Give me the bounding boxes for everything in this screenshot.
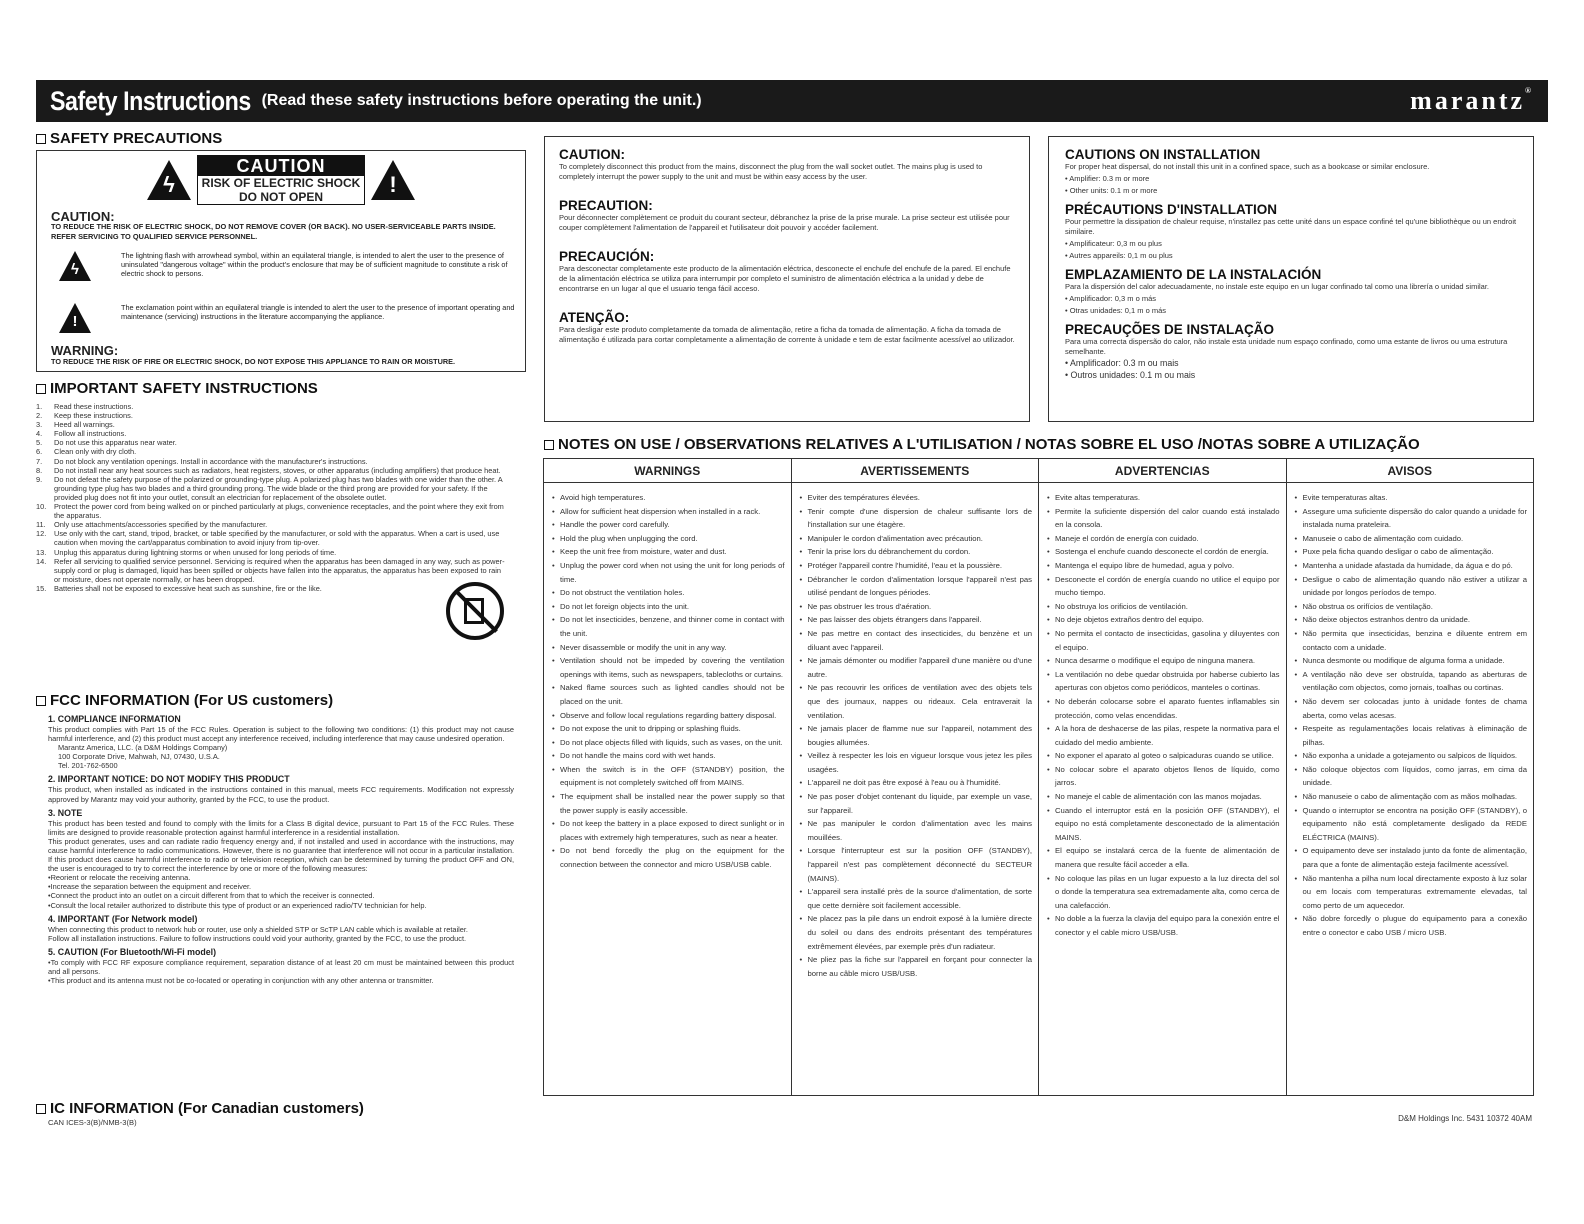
lightning-flash-text: The lightning flash with arrowhead symbol, within an equilateral triangle, is intended to alert the user to the presence of uninsulated "dangerous voltage" within the product's enclosure that may be of sufficient magnitude to constitute a risk of electric shock to persons. [121,251,508,278]
note-item: • Não coloque objectos com líquidos, como jarras, em cima da unidade. [1295,763,1528,790]
es-install-b1: • Amplificador: 0,3 m o más [1065,294,1156,303]
note-item: • Não exponha a unidade a gotejamento ou salpicos de líquidos. [1295,749,1528,763]
instruction-item [36,447,506,456]
note-item: • Do not handle the mains cord with wet hands. [552,749,785,763]
note-item: • Avoid high temperatures. [552,491,785,505]
mid-precaucion-text: Para desconectar completamente este producto de la alimentación eléctrica, desconecte el enchufe del enchufe de la pared. El enchufe de la alimentación eléctrica se utiliza para interrumpir por completo el suministro de alimentación eléctrica a la unidad y debe de encontrarse en un lugar al que el usuario tenga fácil acceso. [559,264,1011,293]
note-item: • Não mantenha a pilha num local directamente exposto à luz solar ou em locais com temperaturas extremamente elevadas, tal como perto de um aquecedor. [1295,872,1528,913]
note-item: • A la hora de deshacerse de las pilas, respete la normativa para el cuidado del medio ambiente. [1047,722,1280,749]
notes-column-avertissements [791,459,1039,1095]
note-item: • Do not keep the battery in a place exposed to direct sunlight or in places with extremely high temperatures, such as near a heater. [552,817,785,844]
note-item: • Eviter des températures élevées. [800,491,1033,505]
fr-install-text: Pour permettre la dissipation de chaleur requise, n'installez pas cette unité dans un espace confiné tel qu'une bibliothèque ou un endroit similaire. [1065,217,1517,236]
note-item: • Não deixe objectos estranhos dentro da unidade. [1295,613,1528,627]
fr-install-title: PRÉCAUTIONS D'INSTALLATION [1065,202,1277,217]
fcc-s3-b3: •Connect the product into an outlet on a circuit different from that to which the receiver is connected. [48,891,375,901]
exclamation-warning-icon: ! [371,160,415,200]
note-item: • Ne pas mettre en contact des insecticides, du benzène et un diluant avec l'appareil. [800,627,1033,654]
instruction-item [36,429,506,438]
instruction-text: Heed all warnings. [54,420,115,430]
note-item: • Maneje el cordón de energía con cuidado. [1047,532,1280,546]
note-item: • El equipo se instalará cerca de la fuente de alimentación de manera que resulte fácil acceder a ella. [1047,844,1280,871]
note-item: • No coloque las pilas en un lugar expuesto a la luz directa del sol o donde la temperatura sea extremadamente alta, como cerca de una calefacción. [1047,872,1280,913]
instruction-item [36,584,506,593]
checkbox-icon [36,1104,46,1114]
instruction-text: Use only with the cart, stand, tripod, bracket, or table specified by the manufacturer, or sold with the apparatus. When a cart is used, use caution when moving the cart/apparatus combination to avoid injury from tip-over. [54,529,500,548]
instruction-number: 11. [36,520,46,530]
fcc-section [36,710,514,985]
note-item: • O equipamento deve ser instalado junto da fonte de alimentação, para que a fonte de alimentação esteja facilmente acessível. [1295,844,1528,871]
instruction-item [36,520,506,529]
fcc-s3-text2: This product generates, uses and can radiate radio frequency energy and, if not installed and used in accordance with the instructions, may cause harmful interference to radio communications. However, there is no guarantee that interference will not occur in a particular installation. If this product does cause harmful interference to radio or television reception, which can be determined by turning the product OFF and ON, the user is encouraged to try to correct the interference by one or more of the following measures: [48,836,514,874]
caution-title: CAUTION: [51,209,115,224]
note-item: • Não manuseie o cabo de alimentação com as mãos molhadas. [1295,790,1528,804]
instruction-number: 14. [36,556,47,566]
mid-atencao-title: ATENÇÃO: [559,310,630,325]
instruction-text: Do not block any ventilation openings. Install in accordance with the manufacturer's instructions. [54,456,368,466]
note-item: • Mantenha a unidade afastada da humidade, da água e do pó. [1295,559,1528,573]
instruction-item [36,557,506,584]
instruction-item [36,502,506,520]
note-item: • No doble a la fuerza la clavija del equipo para la conexión entre el conector y el cable micro USB/USB. [1047,912,1280,939]
notes-list [1039,483,1286,940]
pt-install-b2: • Outros unidades: 0.1 m ou mais [1065,370,1196,380]
notes-column-advertencias [1038,459,1286,1095]
instruction-text: Unplug this apparatus during lightning storms or when unused for long periods of time. [54,547,337,557]
notes-column-warnings [544,459,791,1095]
fcc-s1-title: 1. COMPLIANCE INFORMATION [48,714,181,724]
note-item: • L'appareil sera installé près de la source d'alimentation, de sorte que cette dernière soit facilement accessible. [800,885,1033,912]
note-item: • No deberán colocarse sobre el aparato fuentes inflamables sin protección, como velas encendidas. [1047,695,1280,722]
note-item: • Não obstrua os orifícios de ventilação. [1295,600,1528,614]
installation-box [1048,136,1534,422]
note-item: • Ne jamais démonter ou modifier l'appareil d'une manière ou d'une autre. [800,654,1033,681]
note-item: • Débrancher le cordon d'alimentation lorsque l'appareil n'est pas utilisé pendant de longues périodes. [800,573,1033,600]
instruction-number: 8. [36,465,43,475]
instruction-number: 5. [36,438,43,448]
pt-install-text: Para uma correcta dispersão do calor, não instale esta unidade num espaço confinado, como uma estante de livros ou uma estrutura semelhante. [1065,337,1508,356]
instruction-item [36,548,506,557]
instruction-text: Read these instructions. [54,402,134,411]
note-item: • Tenir compte d'une dispersion de chaleur suffisante lors de l'installation sur une étagère. [800,505,1033,532]
note-item: • Do not bend forcedly the plug on the equipment for the connection between the connector and micro USB/USB cable. [552,844,785,871]
note-item: • Ne pas poser d'objet contenant du liquide, par exemple un vase, sur l'appareil. [800,790,1033,817]
note-item: • Assegure uma suficiente dispersão do calor quando a unidade for instalada numa prateleira. [1295,505,1528,532]
note-item: • Quando o interruptor se encontra na posição OFF (STANDBY), o equipamento não está completamente desligado da REDE ELÉCTRICA (MAINS). [1295,804,1528,845]
instruction-item [36,466,506,475]
notes-column-avisos [1286,459,1534,1095]
instruction-item [36,457,506,466]
fr-install-b2: • Autres appareils: 0,1 m ou plus [1065,251,1173,260]
note-item: • Cuando el interruptor está en la posición OFF (STANDBY), el equipo no está completamente desconectado de la alimentación MAINS. [1047,804,1280,845]
note-item: • Do not place objects filled with liquids, such as vases, on the unit. [552,736,785,750]
fcc-s3-title: 3. NOTE [48,807,83,818]
lightning-flash-icon: ϟ [59,251,91,281]
note-item: • No obstruya los orificios de ventilación. [1047,600,1280,614]
note-item: • When the switch is in the OFF (STANDBY) position, the equipment is not completely switched off from MAINS. [552,763,785,790]
note-item: • Respeite as regulamentações locais relativas à eliminação de pilhas. [1295,722,1528,749]
en-install-b1: • Amplifier: 0.3 m or more [1065,174,1150,183]
power-caution-box [544,136,1030,422]
note-item: • Evite altas temperaturas. [1047,491,1280,505]
fcc-s3-b2: •Increase the separation between the equipment and receiver. [48,882,252,892]
instruction-item [36,402,506,411]
instruction-text: Only use attachments/accessories specified by the manufacturer. [54,520,268,530]
en-install-text: For proper heat dispersal, do not install this unit in a confined space, such as a bookcase or similar enclosure. [1065,162,1430,171]
note-item: • Desconecte el cordón de energía cuando no utilice el equipo por mucho tiempo. [1047,573,1280,600]
note-item: • Puxe pela ficha quando desligar o cabo de alimentação. [1295,545,1528,559]
en-install-b2: • Other units: 0.1 m or more [1065,186,1158,195]
notes-column-header: AVERTISSEMENTS [792,459,1039,483]
fcc-addr2: 100 Corporate Drive, Mahwah, NJ, 07430, U.S.A. [58,752,220,762]
notes-column-header: WARNINGS [544,459,791,483]
fcc-s5-title: 5. CAUTION (For Bluetooth/Wi-Fi model) [48,946,217,957]
instruction-number: 15. [36,583,47,593]
en-install-title: CAUTIONS ON INSTALLATION [1065,147,1261,162]
mid-caution-title: CAUTION: [559,147,625,162]
note-item: • Protéger l'appareil contre l'humidité, l'eau et la poussière. [800,559,1033,573]
lightning-flash-row [51,251,517,281]
note-item: • Ne pas recouvrir les orifices de ventilation avec des objets tels que des journaux, nappes ou rideaux. Cela entraverait la ventilation. [800,681,1033,722]
fcc-s5-b2: •This product and its antenna must not be co-located or operating in conjunction with any other antenna or transmitter. [48,975,434,985]
note-item: • Do not let foreign objects into the unit. [552,600,785,614]
fcc-heading [36,692,333,709]
instruction-text: Keep these instructions. [54,411,133,421]
note-item: • Do not obstruct the ventilation holes. [552,586,785,600]
note-item: • Do not expose the unit to dripping or splashing fluids. [552,722,785,736]
lightning-warning-icon: ϟ [147,160,191,200]
fcc-s2-text: This product, when installed as indicated in the instructions contained in this manual, meets FCC requirements. Modification not expressly approved by Marantz may void your authority, granted by the FCC, to use the product. [48,785,514,804]
note-item: • Ne pas obstruer les trous d'aération. [800,600,1033,614]
note-item: • La ventilación no debe quedar obstruida por haberse cubierto las aperturas con objetos como periódicos, manteles o cortinas. [1047,668,1280,695]
header-bar [36,80,1548,122]
page-title: Safety Instructions [50,85,251,116]
note-item: • Do not let insecticides, benzene, and thinner come in contact with the unit. [552,613,785,640]
note-item: • Manuseie o cabo de alimentação com cuidado. [1295,532,1528,546]
brand-name: marantz [1410,86,1526,115]
notes-heading-label: NOTES ON USE / OBSERVATIONS RELATIVES A L'UTILISATION / NOTAS SOBRE EL USO /NOTAS SOBRE A UTILIZAÇÃO [558,436,1420,453]
important-heading [36,380,318,397]
checkbox-icon [36,134,46,144]
caution-text: TO REDUCE THE RISK OF ELECTRIC SHOCK, DO NOT REMOVE COVER (OR BACK). NO USER-SERVICEABLE PARTS INSIDE. REFER SERVICING TO QUALIFIED SERVICE PERSONNEL. [51,222,496,241]
instruction-number: 9. [36,474,43,484]
note-item: • Handle the power cord carefully. [552,518,785,532]
note-item: • No deje objetos extraños dentro del equipo. [1047,613,1280,627]
instruction-number: 7. [36,456,43,466]
note-item: • Naked flame sources such as lighted candles should not be placed on the unit. [552,681,785,708]
note-item: • No colocar sobre el aparato objetos llenos de líquido, como jarros. [1047,763,1280,790]
instruction-number: 3. [36,420,43,430]
note-item: • Lorsque l'interrupteur est sur la position OFF (STANDBY), l'appareil n'est pas complètement déconnecté du SECTEUR (MAINS). [800,844,1033,885]
checkbox-icon [36,696,46,706]
note-item: • Permite la suficiente dispersión del calor cuando está instalado en la consola. [1047,505,1280,532]
exclamation-row [51,303,517,333]
instruction-number: 6. [36,447,43,457]
note-item: • Desligue o cabo de alimentação quando não estiver a utilizar a unidade por longos períodos de tempo. [1295,573,1528,600]
caution-label-bottom: DO NOT OPEN [238,190,323,204]
note-item: • Observe and follow local regulations regarding battery disposal. [552,709,785,723]
mid-precaucion-title: PRECAUCIÓN: [559,249,655,264]
note-item: • Mantenga el equipo libre de humedad, agua y polvo. [1047,559,1280,573]
note-item: • Não permita que insecticidas, benzina e diluente entrem em contacto com a unidade. [1295,627,1528,654]
note-item: • A ventilação não deve ser obstruída, tapando as aberturas de ventilação com objectos, como jornais, toalhas ou cortinas. [1295,668,1528,695]
instruction-item [36,438,506,447]
note-item: • Não dobre forcedly o plugue do equipamento para a conexão entre o conector e cabo USB / micro USB. [1295,912,1528,939]
es-install-b2: • Otras unidades: 0,1 m o más [1065,306,1167,315]
instruction-number: 10. [36,502,47,512]
instruction-item [36,475,506,502]
note-item: • Allow for sufficient heat dispersion when installed in a rack. [552,505,785,519]
fcc-s4-text1: When connecting this product to network hub or router, use only a shielded STP or ScTP LAN cable which is available at retailer. [48,924,468,934]
note-item: • Ne pas laisser des objets étrangers dans l'appareil. [800,613,1033,627]
note-item: • Nunca desarme o modifique el equipo de ninguna manera. [1047,654,1280,668]
important-list [36,402,506,593]
note-item: • No maneje el cable de alimentación con las manos mojadas. [1047,790,1280,804]
caution-box [36,150,526,372]
warning-title: WARNING: [51,343,119,358]
fcc-s1-text: This product complies with Part 15 of the FCC Rules. Operation is subject to the following two conditions: (1) this product may not cause harmful interference, and (2) this product must accept any interference received, including interference that may cause undesired operation. [48,725,514,744]
instruction-text: Do not defeat the safety purpose of the polarized or grounding-type plug. A polarized plug has two blades with one wider than the other. A grounding type plug has two blades and a third grounding prong. The wide blade or the third prong are provided for your safety. If the provided plug does not fit into your outlet, consult an electrician for replacement of the obsolete outlet. [54,474,503,502]
instruction-text: Clean only with dry cloth. [54,447,137,457]
instruction-number: 12. [36,529,47,539]
checkbox-icon [544,440,554,450]
instruction-item [36,420,506,429]
note-item: • Nunca desmonte ou modifique de alguma forma a unidade. [1295,654,1528,668]
caution-label-row [37,155,525,205]
instruction-item [36,529,506,547]
pt-install-title: PRECAUÇÕES DE INSTALAÇÃO [1065,322,1275,337]
note-item: • Ne jamais placer de flamme nue sur l'appareil, notamment des bougies allumées. [800,722,1033,749]
ic-heading-label: IC INFORMATION (For Canadian customers) [50,1100,364,1117]
pt-install-b1: • Amplificador: 0.3 m ou mais [1065,358,1179,368]
safety-precautions-heading-label: SAFETY PRECAUTIONS [50,130,223,147]
mid-precaution-text: Pour déconnecter complètement ce produit du courant secteur, débranchez la prise de la prise murale. La prise secteur est utilisée pour couper complètement l'alimentation de l'appareil et l'utilisateur doit pouvoir y accéder facilement. [559,213,1010,232]
note-item: • Manipuler le cordon d'alimentation avec précaution. [800,532,1033,546]
mid-atencao-text: Para desligar este produto completamente da tomada de alimentação, retire a ficha da tomada de alimentação. A ficha da tomada de alimentação é utilizada para cortar completamente a alimentação de corrente à unidade e tem de estar facilmente acessível ao utilizador. [559,325,1015,344]
instruction-item [36,411,506,420]
fcc-s4-title: 4. IMPORTANT (For Network model) [48,913,198,924]
fcc-s3-text1: This product has been tested and found to comply with the limits for a Class B digital device, pursuant to Part 15 of the FCC Rules. These limits are designed to provide reasonable protection against harmful interference in a residential installation. [48,818,514,837]
important-heading-label: IMPORTANT SAFETY INSTRUCTIONS [50,380,318,397]
fr-install-b1: • Amplificateur: 0,3 m ou plus [1065,239,1162,248]
note-item: • L'appareil ne doit pas être exposé à l'eau ou à l'humidité. [800,776,1033,790]
notes-heading [544,436,1420,453]
fcc-s2-title: 2. IMPORTANT NOTICE: DO NOT MODIFY THIS PRODUCT [48,774,290,785]
note-item: • The equipment shall be installed near the power supply so that the power supply is easily accessible. [552,790,785,817]
note-item: • Ne pliez pas la fiche sur l'appareil en forçant pour connecter la borne au câble micro USB/USB. [800,953,1033,980]
note-item: • Evite temperaturas altas. [1295,491,1528,505]
instruction-text: Do not use this apparatus near water. [54,438,177,448]
es-install-title: EMPLAZAMIENTO DE LA INSTALACIÓN [1065,267,1322,282]
note-item: • Unplug the power cord when not using the unit for long periods of time. [552,559,785,586]
note-item: • Veillez à respecter les lois en vigueur lorsque vous jetez les piles usagées. [800,749,1033,776]
warning-text: TO REDUCE THE RISK OF FIRE OR ELECTRIC SHOCK, DO NOT EXPOSE THIS APPLIANCE TO RAIN OR MOISTURE. [51,357,456,366]
brand-logo: marantz® [1410,86,1534,115]
notes-list [1287,483,1534,940]
note-item: • Sostenga el enchufe cuando desconecte el cordón de energía. [1047,545,1280,559]
instruction-text: Batteries shall not be exposed to excessive heat such as sunshine, fire or the like. [54,583,322,593]
note-item: • Ne pas manipuler le cordon d'alimentation avec les mains mouillées. [800,817,1033,844]
note-item: • Never disassemble or modify the unit in any way. [552,641,785,655]
note-item: • No exponer el aparato al goteo o salpicaduras cuando se utilice. [1047,749,1280,763]
exclamation-point-icon: ! [59,303,91,333]
es-install-text: Para la dispersión del calor adecuadamente, no instale este equipo en un lugar confinado tal como una librería o unidad similar. [1065,282,1490,291]
instruction-number: 4. [36,429,43,439]
ic-heading [36,1100,364,1117]
note-item: • Ventilation should not be impeded by covering the ventilation openings with items, such as newspapers, tablecloths or curtains. [552,654,785,681]
fcc-s3-b4: •Consult the local retailer authorized to distribute this type of product or an experienced radio/TV technician for help. [48,900,427,910]
instruction-text: Do not install near any heat sources such as radiators, heat registers, stoves, or other apparatus (including amplifiers) that produce heat. [54,465,501,475]
cart-warning-icon [446,582,504,640]
notes-column-header: ADVERTENCIAS [1039,459,1286,483]
page-subtitle: (Read these safety instructions before operating the unit.) [261,92,702,109]
instruction-number: 2. [36,411,43,421]
note-item: • No permita el contacto de insecticidas, gasolina y diluyentes con el equipo. [1047,627,1280,654]
fcc-s5-b1: •To comply with FCC RF exposure compliance requirement, separation distance of at least 20 cm must be maintained between this product and all persons. [48,957,514,976]
fcc-s3-b1: •Reorient or relocate the receiving antenna. [48,873,191,883]
notes-list [544,483,791,872]
notes-table [543,458,1534,1096]
caution-label-top: CAUTION [198,156,364,176]
ic-text: CAN ICES-3(B)/NMB-3(B) [48,1118,137,1127]
note-item: • Ne placez pas la pile dans un endroit exposé à la lumière directe du soleil ou dans des endroits présentant des températures extrêmement élevées, par exemple près d'un radiateur. [800,912,1033,953]
instruction-number: 13. [36,547,47,557]
note-item: • Tenir la prise lors du débranchement du cordon. [800,545,1033,559]
instruction-number: 1. [36,402,43,411]
exclamation-text: The exclamation point within an equilateral triangle is intended to alert the user to the presence of important operating and maintenance (servicing) instructions in the literature accompanying the appliance. [121,303,515,321]
caution-label [197,155,365,205]
safety-precautions-heading [36,130,222,147]
instruction-text: Refer all servicing to qualified service personnel. Servicing is required when the apparatus has been damaged in any way, such as power-supply cord or plug is damaged, liquid has been spilled or objects have fallen into the apparatus, the apparatus has been exposed to rain or moisture, does not operate normally, or has been dropped. [54,556,505,584]
instruction-text: Follow all instructions. [54,429,127,439]
caution-label-mid: RISK OF ELECTRIC SHOCK [201,176,361,190]
footer-code: D&M Holdings Inc. 5431 10372 40AM [1398,1114,1532,1123]
mid-precaution-title: PRECAUTION: [559,198,653,213]
instruction-text: Protect the power cord from being walked on or pinched particularly at plugs, convenience receptacles, and the point where they exit from the apparatus. [54,502,504,521]
notes-list [792,483,1039,980]
note-item: • Hold the plug when unplugging the cord. [552,532,785,546]
fcc-heading-label: FCC INFORMATION (For US customers) [50,692,334,709]
checkbox-icon [36,384,46,394]
fcc-addr3: Tel. 201-762-6500 [58,761,118,771]
note-item: • Keep the unit free from moisture, water and dust. [552,545,785,559]
notes-column-header: AVISOS [1287,459,1534,483]
note-item: • Não devem ser colocadas junto à unidade fontes de chama aberta, como velas acesas. [1295,695,1528,722]
mid-caution-text: To completely disconnect this product from the mains, disconnect the plug from the wall socket outlet. The mains plug is used to completely interrupt the power supply to the unit and must be within easy access by the user. [559,162,983,181]
fcc-addr1: Marantz America, LLC. (a D&M Holdings Company) [58,743,228,753]
fcc-s4-text2: Follow all installation instructions. Failure to follow instructions could void your authority, granted by the FCC, to use the product. [48,933,467,943]
